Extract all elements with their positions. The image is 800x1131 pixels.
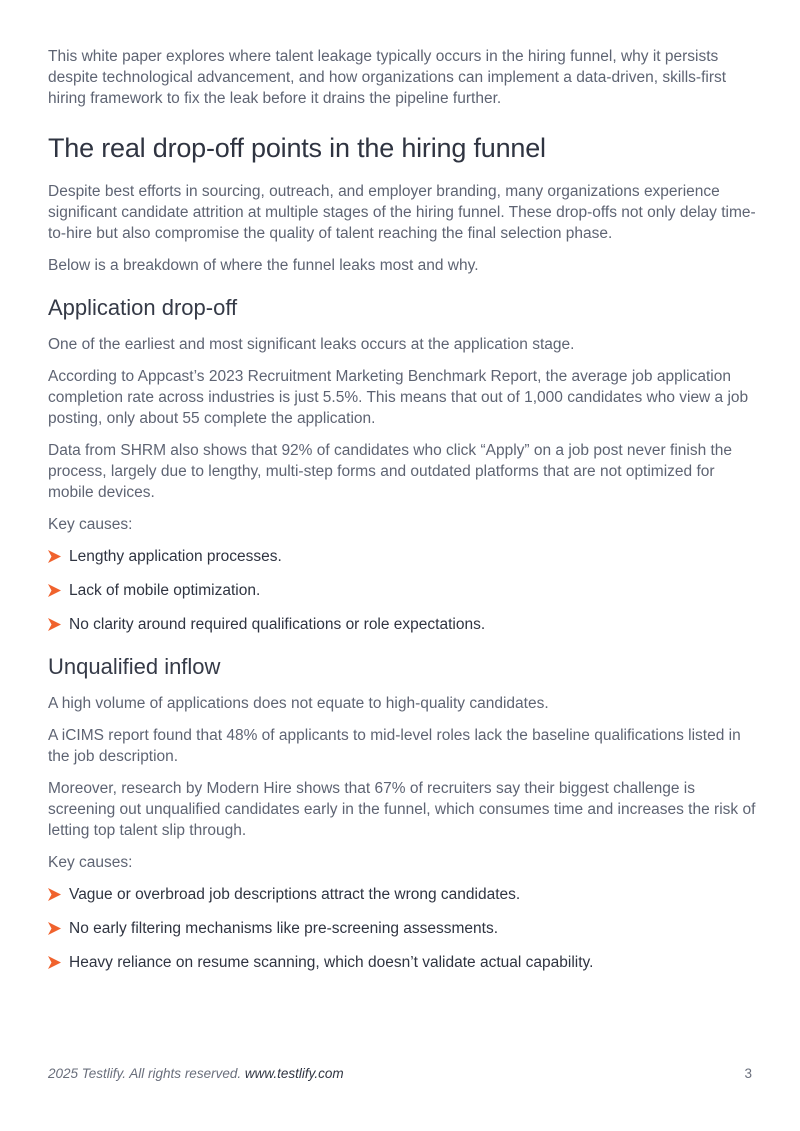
list-item [48, 884, 756, 905]
chevron-right-icon [48, 888, 61, 901]
list-item-text: Lack of mobile optimization. [69, 582, 261, 599]
intro-paragraph: This white paper explores where talent leakage typically occurs in the hiring funnel, why it persists despite technological advancement, and how organizations can implement a data-driven, skills-first hiring framework to fix the leak before it drains the pipeline further. [48, 48, 727, 107]
application-dropoff-heading: Application drop-off [48, 295, 238, 320]
list-item [48, 580, 756, 601]
section-title: The real drop-off points in the hiring funnel [48, 133, 546, 163]
list-item-text: No early filtering mechanisms like pre-screening assessments. [69, 920, 498, 937]
list-item [48, 546, 756, 567]
unqualified-inflow-paragraph-3: Moreover, research by Modern Hire shows that 67% of recruiters say their biggest challenge is screening out unqualified candidates early in the funnel, which consumes time and increases the risk of letting top talent slip through. [48, 780, 756, 839]
section-paragraph-2: Below is a breakdown of where the funnel leaks most and why. [48, 257, 479, 274]
list-item [48, 952, 756, 973]
application-dropoff-paragraph-3: Data from SHRM also shows that 92% of candidates who click “Apply” on a job post never finish the process, largely due to lengthy, multi-step forms and outdated platforms that are not optimized for mobile devices. [48, 442, 733, 501]
page-footer [48, 1066, 752, 1081]
footer-copyright: 2025 Testlify. All rights reserved. [48, 1066, 242, 1081]
unqualified-inflow-paragraph-1: A high volume of applications does not equate to high-quality candidates. [48, 695, 549, 712]
list-item-text: Vague or overbroad job descriptions attract the wrong candidates. [69, 886, 521, 903]
section-paragraph-1: Despite best efforts in sourcing, outreach, and employer branding, many organizations experience significant candidate attrition at multiple stages of the hiring funnel. These drop-offs not only delay time-to-hire but also compromise the quality of talent reaching the final selection phase. [48, 183, 756, 242]
unqualified-inflow-paragraph-2: A iCIMS report found that 48% of applicants to mid-level roles lack the baseline qualifications listed in the job description. [48, 727, 741, 765]
application-dropoff-causes-label: Key causes: [48, 516, 133, 533]
list-item [48, 918, 756, 939]
application-dropoff-paragraph-2: According to Appcast’s 2023 Recruitment Marketing Benchmark Report, the average job application completion rate across industries is just 5.5%. This means that out of 1,000 candidates who view a job posting, only about 55 complete the application. [48, 368, 749, 427]
unqualified-inflow-heading: Unqualified inflow [48, 654, 221, 679]
application-dropoff-paragraph-1: One of the earliest and most significant leaks occurs at the application stage. [48, 336, 575, 353]
chevron-right-icon [48, 618, 61, 631]
list-item-text: Lengthy application processes. [69, 548, 282, 565]
chevron-right-icon [48, 922, 61, 935]
unqualified-inflow-causes-list [48, 884, 756, 973]
list-item-text: Heavy reliance on resume scanning, which doesn’t validate actual capability. [69, 954, 594, 971]
unqualified-inflow-causes-label: Key causes: [48, 854, 133, 871]
page-number: 3 [744, 1066, 752, 1081]
chevron-right-icon [48, 550, 61, 563]
footer-website-link[interactable]: www.testlify.com [244, 1066, 344, 1081]
application-dropoff-causes-list [48, 546, 756, 635]
document-page [48, 46, 756, 986]
list-item-text: No clarity around required qualifications or role expectations. [69, 616, 486, 633]
chevron-right-icon [48, 584, 61, 597]
list-item [48, 614, 756, 635]
chevron-right-icon [48, 956, 61, 969]
